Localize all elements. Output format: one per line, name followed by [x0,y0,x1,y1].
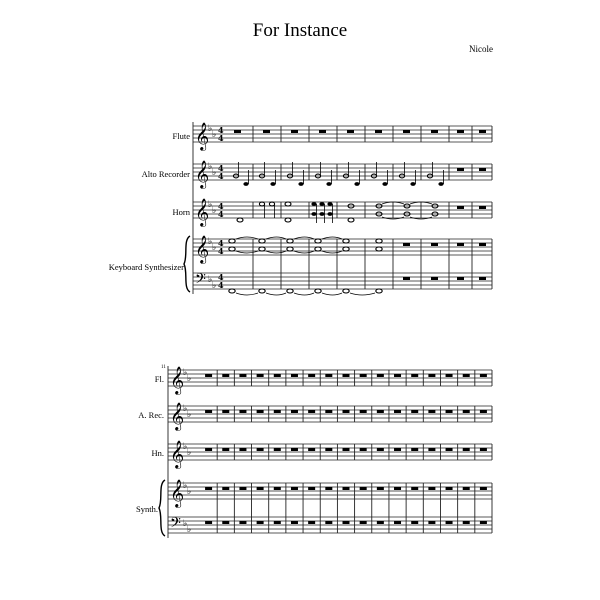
svg-text:𝄢: 𝄢 [170,515,181,535]
svg-text:𝄞: 𝄞 [170,366,185,394]
instrument-label-keyboard-synthesizer: Keyboard Synthesizer [108,262,184,272]
svg-text:𝄞: 𝄞 [170,440,185,468]
svg-text:♭: ♭ [212,168,217,178]
svg-text:4: 4 [218,201,224,211]
svg-text:𝄞: 𝄞 [195,198,210,226]
staff-horn [193,202,492,218]
svg-text:♭: ♭ [183,368,188,378]
svg-text:𝄞: 𝄞 [195,160,210,188]
svg-text:♭: ♭ [183,481,188,491]
staff-fl [168,370,492,386]
measure-number: 11 [161,365,166,370]
alto-recorder-notes [233,162,486,186]
svg-text:♭: ♭ [183,404,188,414]
svg-text:♭: ♭ [212,130,217,140]
staff-keyboard-bass [193,273,492,289]
svg-text:♭: ♭ [187,487,192,497]
svg-text:4: 4 [218,125,224,135]
svg-text:♭: ♭ [187,448,192,458]
svg-text:4: 4 [218,272,224,282]
svg-text:♭: ♭ [212,281,217,291]
svg-text:𝄢: 𝄢 [195,271,206,291]
svg-text:♭: ♭ [187,410,192,420]
instrument-label-fl: Fl. [154,374,164,384]
instrument-label-synth: Synth. [136,504,158,514]
synth-brace [159,480,165,536]
svg-text:4: 4 [218,133,224,143]
score-title: For Instance [252,20,348,41]
svg-text:♭: ♭ [183,519,188,529]
svg-text:𝄞: 𝄞 [170,402,185,430]
staff-hn [168,444,492,460]
composer-name: Nicole [469,44,493,54]
svg-text:𝄞: 𝄞 [195,122,210,150]
staff-synth-treble [168,483,492,499]
svg-text:♭: ♭ [208,200,213,210]
svg-text:4: 4 [218,209,224,219]
svg-text:♭: ♭ [208,124,213,134]
svg-text:𝄞: 𝄞 [195,235,210,263]
svg-text:♭: ♭ [183,442,188,452]
keyboard-brace [184,236,190,292]
flute-rests [234,130,486,133]
time-signatures-system-1 [218,125,224,290]
svg-text:♭: ♭ [212,206,217,216]
svg-text:𝄞: 𝄞 [170,479,185,507]
system-1 [184,122,492,295]
instrument-label-horn: Horn [172,207,190,217]
system-2 [159,365,492,538]
svg-text:♭: ♭ [208,237,213,247]
barlines-system-1 [253,126,492,289]
staff-synth-bass [168,517,492,533]
svg-text:♭: ♭ [187,374,192,384]
svg-text:4: 4 [218,171,224,181]
keyboard-treble-notes [229,237,486,253]
svg-text:4: 4 [218,246,224,256]
staff-flute [193,126,492,142]
barlines-system-2 [217,370,492,533]
instrument-label-flute: Flute [172,131,190,141]
svg-text:4: 4 [218,163,224,173]
instrument-label-a-rec: A. Rec. [138,410,164,420]
rests-system-2 [205,374,487,524]
svg-text:4: 4 [218,238,224,248]
svg-text:♭: ♭ [187,525,192,535]
svg-text:♭: ♭ [212,243,217,253]
instrument-label-alto-recorder: Alto Recorder [141,169,190,179]
keyboard-bass-notes [229,277,486,295]
svg-text:♭: ♭ [208,162,213,172]
staff-a-rec [168,406,492,422]
instrument-label-hn: Hn. [151,448,164,458]
svg-text:4: 4 [218,280,224,290]
svg-text:♭: ♭ [208,275,213,285]
